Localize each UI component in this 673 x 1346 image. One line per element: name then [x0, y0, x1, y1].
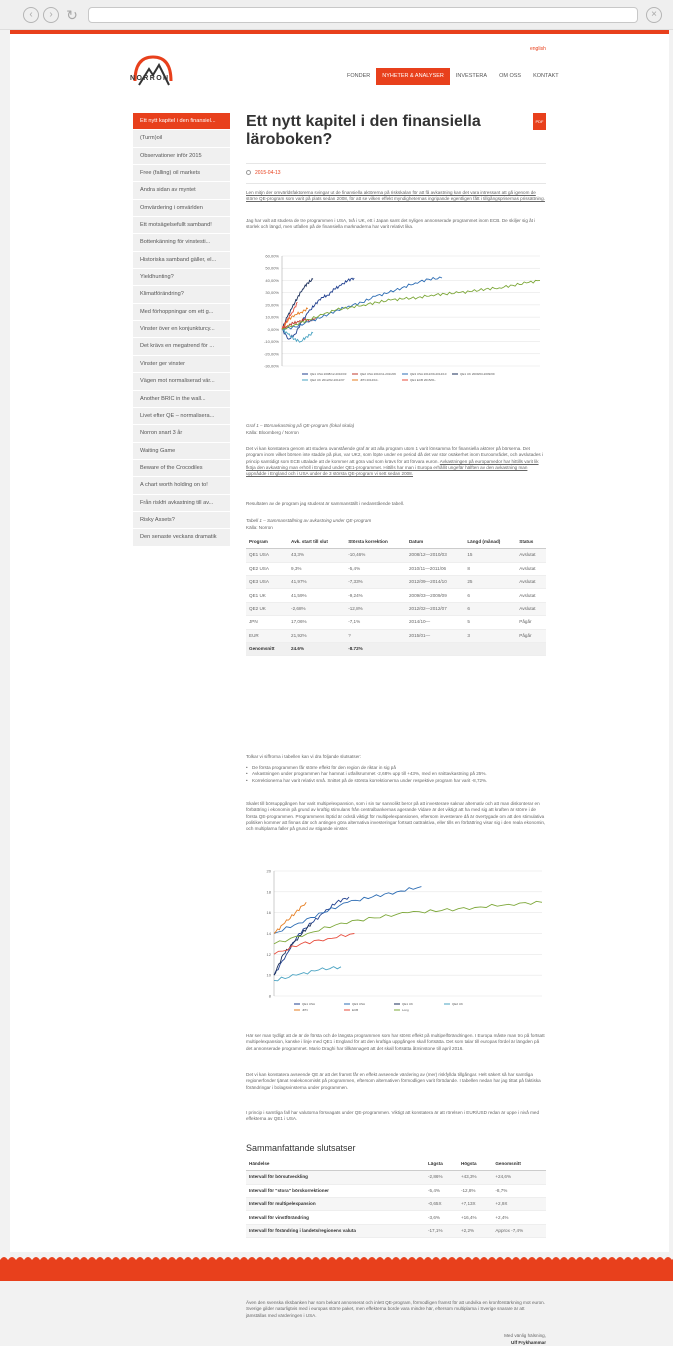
table-cell: Avslutat: [516, 562, 546, 575]
legend-label: QE1 UK: [402, 1002, 414, 1007]
table-cell: -2,68%: [288, 602, 345, 615]
clock-icon: [246, 170, 251, 175]
column-header: Lägsta: [425, 1158, 458, 1171]
sidebar-item[interactable]: Det krävs en megatrend för ...: [133, 338, 230, 355]
signature-greeting: Med vänlig hälsning,: [504, 1333, 546, 1338]
table-row: [246, 616, 546, 629]
signature-name: Ulf Frykhammar: [511, 1340, 546, 1345]
table-cell: 6: [464, 602, 516, 615]
table-row: [246, 1224, 546, 1237]
bullet-item: • Korrektionerna har varit relativt små. Snittet på de största korrektionerna under respektive program har varit -8,72%.: [246, 778, 546, 784]
y-tick-label: 30,00%: [265, 290, 279, 296]
sidebar-item[interactable]: Vinster ger vinster: [133, 356, 230, 373]
table-cell: EUR: [246, 629, 288, 642]
paragraph-2: Jag har valt att studera de tre programmen i USA, två i UK, ett i Japan samt det nyligen annonserade programmet inom ECB. De skiljer sig åt i storlek och längd, men utfallen på de finansiella marknaderna har varit relativt lika.: [246, 218, 536, 230]
table-header-row: [246, 536, 546, 549]
qe-results-table: [246, 536, 546, 656]
y-tick-label: 10,00%: [265, 314, 279, 320]
y-tick-label: -20,00%: [264, 351, 279, 357]
legend-label: QE3 USA: [352, 1002, 366, 1007]
table-cell: QE3 USA: [246, 576, 288, 589]
sidebar-item[interactable]: Beware of the Crocodiles: [133, 460, 230, 477]
series-line: [274, 902, 306, 933]
table-cell: ?: [345, 629, 406, 642]
table-row: [246, 629, 546, 642]
column-header: Status: [516, 536, 546, 549]
legend-label: QE1 USA 2008/12-2010/03: [310, 372, 347, 377]
sidebar-item[interactable]: Norron snart 3 år: [133, 425, 230, 442]
table-row: [246, 1184, 546, 1197]
column-header: Genomsnitt: [492, 1158, 546, 1171]
table-cell: Avslutat: [516, 549, 546, 562]
sidebar-item[interactable]: Yieldhunting?: [133, 269, 230, 286]
paragraph-6: Skalet till börsuppgången har varit multipelexpansion, som i sin tur sannolikt beror på att investerare saknar alternativ och att man diskonterar en förbättring i ekonomin på grund av kraftig stimulans från centralbankernas agerande Vidare är det viktigt att ha med sig att kraften är större i de första QE-programmen. Programmens löptid är också viktigt för multipelexpansionen, eftersom investerare då är övertygade om att den stimulativa politiken kommer att finnas där och antingen göra alternativa investeringar fortsatt oattraktiva, eller tills en förbättring visar sig i den reala ekonomin, och multiplarna faller på grund av stigande vinster.: [246, 801, 546, 832]
sidebar-item[interactable]: Free (falling) oil markets: [133, 165, 230, 182]
table-total-row: [246, 643, 546, 656]
table-cell: 9,3%: [288, 562, 345, 575]
series-line: [274, 923, 312, 975]
table-cell: QE1 UK: [246, 589, 288, 602]
table-cell: 2014/10—: [406, 616, 464, 629]
paragraph-9: I princip i samtliga fall har valutorna försvagats under QE-programmen. Viktigt att konstatera är att rörelsen i EUR/USD redan är uppe i nivå med effekterna av QE1 i USA.: [246, 1110, 540, 1122]
column-header: Längd (månad): [464, 536, 516, 549]
table-cell: 5: [464, 616, 516, 629]
table-cell: -12,8%: [458, 1184, 492, 1197]
table-cell: +2,4%: [492, 1211, 546, 1224]
series-line: [274, 967, 341, 981]
table-cell: -2,86%: [425, 1171, 458, 1184]
sidebar-item[interactable]: Livet efter QE – normalisera...: [133, 408, 230, 425]
table-cell: Pågår: [516, 616, 546, 629]
table-row: [246, 602, 546, 615]
sidebar-item[interactable]: Den senaste veckans dramatik: [133, 529, 230, 546]
main-navigation: [341, 68, 565, 85]
table-cell: 41,59%: [288, 589, 345, 602]
series-line: [282, 302, 298, 329]
sidebar-item[interactable]: Vinster över en konjunkturcy...: [133, 321, 230, 338]
table-cell: 25: [464, 576, 516, 589]
table-row: [246, 1171, 546, 1184]
legend-label: JPN 2014/10-: [360, 378, 379, 383]
sidebar-item[interactable]: Waiting Game: [133, 443, 230, 460]
table-cell: 17,06%: [288, 616, 345, 629]
section-heading: Sammanfattande slutsatser: [246, 1143, 356, 1153]
legend-label: JPN: [302, 1008, 308, 1013]
sidebar-item[interactable]: A chart worth holding on to!: [133, 477, 230, 494]
y-tick-label: 12: [266, 951, 271, 957]
column-header: Program: [246, 536, 288, 549]
series-line: [274, 887, 421, 934]
chart-1: [254, 248, 544, 410]
table-cell: +2,9X: [492, 1198, 546, 1211]
series-line: [274, 897, 349, 975]
table-cell: 2012/02—2012/07: [406, 602, 464, 615]
table-row: [246, 589, 546, 602]
summary-table: [246, 1158, 546, 1238]
back-icon[interactable]: ‹: [23, 7, 39, 23]
table-cell: 8: [464, 562, 516, 575]
table-cell: +24,6%: [492, 1171, 546, 1184]
table-cell: Avslutat: [516, 589, 546, 602]
table-cell: Intervall för "stora" börskorrektioner: [246, 1184, 425, 1197]
table-cell: -10,46%: [345, 549, 406, 562]
table-row: [246, 1198, 546, 1211]
chart-1-source: Källa: Bloomberg / Norron: [246, 430, 299, 435]
article: [246, 113, 546, 1345]
divider: [246, 163, 546, 164]
table-cell: Intervall för förändring i landets/regionens valuta: [246, 1224, 425, 1237]
table-cell: QE1 USA: [246, 549, 288, 562]
table-cell: [516, 643, 546, 656]
y-tick-label: 18: [266, 889, 271, 895]
table-cell: Pågår: [516, 629, 546, 642]
column-header: Avk. start till slut: [288, 536, 345, 549]
sidebar-item[interactable]: Ett motsägelsefullt samband!: [133, 217, 230, 234]
chart-1-caption: Graf 1 – Börsavkastning på QE-program (fokal skala): [246, 423, 355, 428]
paragraph-11: Även den svenska riksbanken har som bekant annonserat och inlett QE-program, förmodligen framst för att undvika en kronförstärkning mot euron. Sverige gilder naturligtvis med i europas större paket, men effekterna borde vara mindre här, eftersom multiplarna i Sverige snarare är att jämställas med värderingen i USA.: [246, 1300, 546, 1318]
page: [10, 30, 669, 1345]
sidebar-item[interactable]: Klimatförändring?: [133, 286, 230, 303]
table-cell: Intervall för börsutveckling: [246, 1171, 425, 1184]
browser-toolbar: [0, 0, 673, 30]
date-text: 2015-04-13: [255, 170, 281, 176]
y-tick-label: 16: [266, 910, 271, 916]
nav-investera[interactable]: INVESTERA: [455, 73, 488, 79]
table-cell: -7,33%: [345, 576, 406, 589]
table-cell: 2009/03—2009/09: [406, 589, 464, 602]
sidebar-item[interactable]: Observationer inför 2015: [133, 148, 230, 165]
table-cell: +43,3%: [458, 1171, 492, 1184]
y-tick-label: 40,00%: [265, 277, 279, 283]
bullet-item: • Avkastningen under programmen har hamnat i utfallsrummet -2,68% upp till +43%, med en snittavkastning på 25%.: [246, 771, 546, 777]
sidebar-item[interactable]: Vägen mot normaliserad vär...: [133, 373, 230, 390]
column-header: Händelse: [246, 1158, 425, 1171]
table-cell: Avslutat: [516, 602, 546, 615]
sidebar-item[interactable]: (Turm)oil: [133, 130, 230, 147]
sidebar-item[interactable]: Från riskfri avkastning till av...: [133, 495, 230, 512]
sidebar-item[interactable]: Omvärdering i omvärlden: [133, 200, 230, 217]
y-tick-label: -10,00%: [264, 339, 279, 345]
table-cell: Avslutat: [516, 576, 546, 589]
sidebar-item[interactable]: Med förhoppningar om ett g...: [133, 304, 230, 321]
table-cell: 41,97%: [288, 576, 345, 589]
nav-nyheter[interactable]: NYHETER & ANALYSER: [376, 68, 450, 85]
close-icon[interactable]: ×: [646, 7, 662, 23]
language-link[interactable]: english: [530, 46, 546, 52]
norron-logo-icon[interactable]: [129, 44, 177, 94]
paragraph-7: Här ser man tydligt att de är de första och de längsta programmen som har störst effekt på multipelförändringen. I Europa måste man tro på fortsatt multipelexpansion, kanske i linje med QE1 i England för att den kraftiga uppgången skall fortsätta. Det som talar till europas fördel är längden på det annonserade programmet. Mario Draghi har tillkännagett att det skall fortsätta åtminstone till april 2016.: [246, 1033, 545, 1051]
column-header: Största korrektion: [345, 536, 406, 549]
series-line: [274, 901, 542, 944]
sidebar-item[interactable]: Historiska samband gäller, el...: [133, 252, 230, 269]
nav-fonder[interactable]: FONDER: [347, 73, 371, 79]
table-cell: QE2 USA: [246, 562, 288, 575]
nav-kontakt[interactable]: KONTAKT: [533, 73, 559, 79]
table-cell: QE2 UK: [246, 602, 288, 615]
legend-label: QE1 ECB 2015/01-: [410, 378, 436, 383]
y-tick-label: 14: [266, 931, 271, 936]
divider: [246, 183, 546, 184]
top-accent-line: [10, 30, 669, 34]
y-tick-label: 0,00%: [267, 326, 279, 332]
table-cell: 43,3%: [288, 549, 345, 562]
table-cell: 21,92%: [288, 629, 345, 642]
paragraph-8: Det vi kan konstatera avseende QE är att det framst får en effekt avseende värdering av (mer) riskfyllda tillgångar. Helt säkert så har samtliga regionerfonder tjänat realekonomiskt på programmen, eftersom alternativen förmodligen varit förödande. I tabellen nedan har jag tittat på faktiska förändringar i bolagsvinsterna under programmen.: [246, 1072, 541, 1090]
legend-label: QE3 USA 2012/09-2014/10: [410, 372, 447, 377]
column-header: Datum: [406, 536, 464, 549]
table-row: [246, 562, 546, 575]
column-header: Högsta: [458, 1158, 492, 1171]
table-row: [246, 576, 546, 589]
footer-wave: [0, 1252, 673, 1281]
chart-2: [254, 859, 544, 1021]
sidebar-item[interactable]: Andra sidan av myntet: [133, 182, 230, 199]
paragraph-1: Len mitjn der omvärldsfaktorerna svingar ut de finansiella aktörerna på riskskalan för att få avkastning kan det vara intressant att gå igenom de större QE-program som varit på plats sedan 2008, för att se vilken effekt myndigheternas ingripande egentligen fått i tillgångsprisernas prissättning.: [246, 190, 545, 202]
table-cell: 2010/11—2011/06: [406, 562, 464, 575]
table-cell: -5,4%: [425, 1184, 458, 1197]
table-row: [246, 549, 546, 562]
bullet-item: • De första programmen får större effekt för den region de riktar in sig på: [246, 765, 546, 771]
reload-icon[interactable]: ↻: [66, 7, 78, 23]
y-tick-label: 20,00%: [265, 302, 279, 308]
table-1-source: Källa: Norron: [246, 525, 273, 530]
table-cell: 2012/09—2014/10: [406, 576, 464, 589]
sidebar-item[interactable]: Bottenkänning för vinstesti...: [133, 234, 230, 251]
legend-label: ECB: [352, 1008, 359, 1013]
table-cell: 2015/01—: [406, 629, 464, 642]
table-cell: -17,1%: [425, 1224, 458, 1237]
table-cell: -8.72%: [345, 643, 406, 656]
table-cell: -7,1%: [345, 616, 406, 629]
table-cell: -0,65X: [425, 1198, 458, 1211]
y-tick-label: 50,00%: [265, 265, 279, 271]
table-cell: Approx -7,4%: [492, 1224, 546, 1237]
table-cell: -12,8%: [345, 602, 406, 615]
pdf-download-icon[interactable]: PDF: [533, 113, 546, 130]
legend-label: QE1 USA: [302, 1002, 316, 1007]
sidebar-item[interactable]: Risky Assets?: [133, 512, 230, 529]
sidebar: [133, 113, 230, 547]
table-cell: +16,4%: [458, 1211, 492, 1224]
table-cell: -9,24%: [345, 589, 406, 602]
table-cell: 2008/12—2010/03: [406, 549, 464, 562]
table-cell: -8,7%: [492, 1184, 546, 1197]
table-cell: JPN: [246, 616, 288, 629]
paragraph-5: Tolkar vi siffrorna i tabellen kan vi dra följande slutsatser:: [246, 754, 362, 759]
logo-text: NORRON: [130, 75, 170, 82]
table-cell: 3: [464, 629, 516, 642]
table-cell: Intervall för multipelexpansion: [246, 1198, 425, 1211]
table-cell: 6: [464, 589, 516, 602]
y-tick-label: 20: [266, 868, 271, 874]
table-row: [246, 1211, 546, 1224]
address-bar[interactable]: [88, 7, 638, 23]
sidebar-item[interactable]: Another BRIC in the wall...: [133, 391, 230, 408]
sidebar-item[interactable]: Ett nytt kapitel i den finansiel...: [133, 113, 230, 130]
paragraph-3: Det vi kan konstatera genom att studera ovanstående graf är att alla program utom 1 varit lönsamma för finansiella aktörer på börserna. Det program inom vilket börsen inte stadde på plus, var UK2, som löpte under en period då det var stor osäkerhet inom Euroområdet, och avslutades i princip samtidigt som ECB uttalade att de kommer att göra vad som krävs för att förvara euron. Avkastningen på europamedor har hittills varit lik fköja den avkastning man erhöll i England under QE1-programmet. Hittills har man i Europa erhållit ungefär hälften av den avkastning man uppnådde i England och i USA under de 3 största QE-program vi sett sedan 2008.: [246, 446, 543, 477]
article-date: [246, 170, 281, 176]
table-header-row: [246, 1158, 546, 1171]
table-cell: Intervall för vinstförändring: [246, 1211, 425, 1224]
table-cell: [464, 643, 516, 656]
y-tick-label: -30,00%: [264, 363, 279, 369]
y-tick-label: 10: [266, 972, 271, 978]
legend-label: QE1 UK 2009/03-2009/09: [460, 372, 495, 377]
conclusions-list: [246, 765, 546, 784]
table-cell: [406, 643, 464, 656]
legend-label: Long: [402, 1008, 409, 1013]
forward-icon[interactable]: ›: [43, 7, 59, 23]
table-cell: +2,2%: [458, 1224, 492, 1237]
y-tick-label: 60,00%: [265, 253, 279, 259]
paragraph-4: Resultaten av de program jag studerat är sammanställt i nedanstående tabell.: [246, 501, 405, 506]
table-1-caption: Tabell 1 – Sammanställning av avkastning under QE-program: [246, 518, 372, 523]
table-cell: -5,4%: [345, 562, 406, 575]
legend-label: QE2 USA 2010/11-2011/06: [360, 372, 396, 377]
table-cell: 15: [464, 549, 516, 562]
table-cell: Genomsnitt: [246, 643, 288, 656]
article-title: Ett nytt kapitel i den finansiella läroboken?: [246, 113, 481, 148]
y-tick-label: 8: [268, 993, 271, 999]
table-cell: -3,6%: [425, 1211, 458, 1224]
table-cell: 24.6%: [288, 643, 345, 656]
legend-label: QE2 UK 2012/02-2012/07: [310, 378, 345, 383]
legend-label: QE2 UK: [452, 1002, 464, 1007]
table-cell: +7,13X: [458, 1198, 492, 1211]
nav-om-oss[interactable]: OM OSS: [499, 73, 522, 79]
